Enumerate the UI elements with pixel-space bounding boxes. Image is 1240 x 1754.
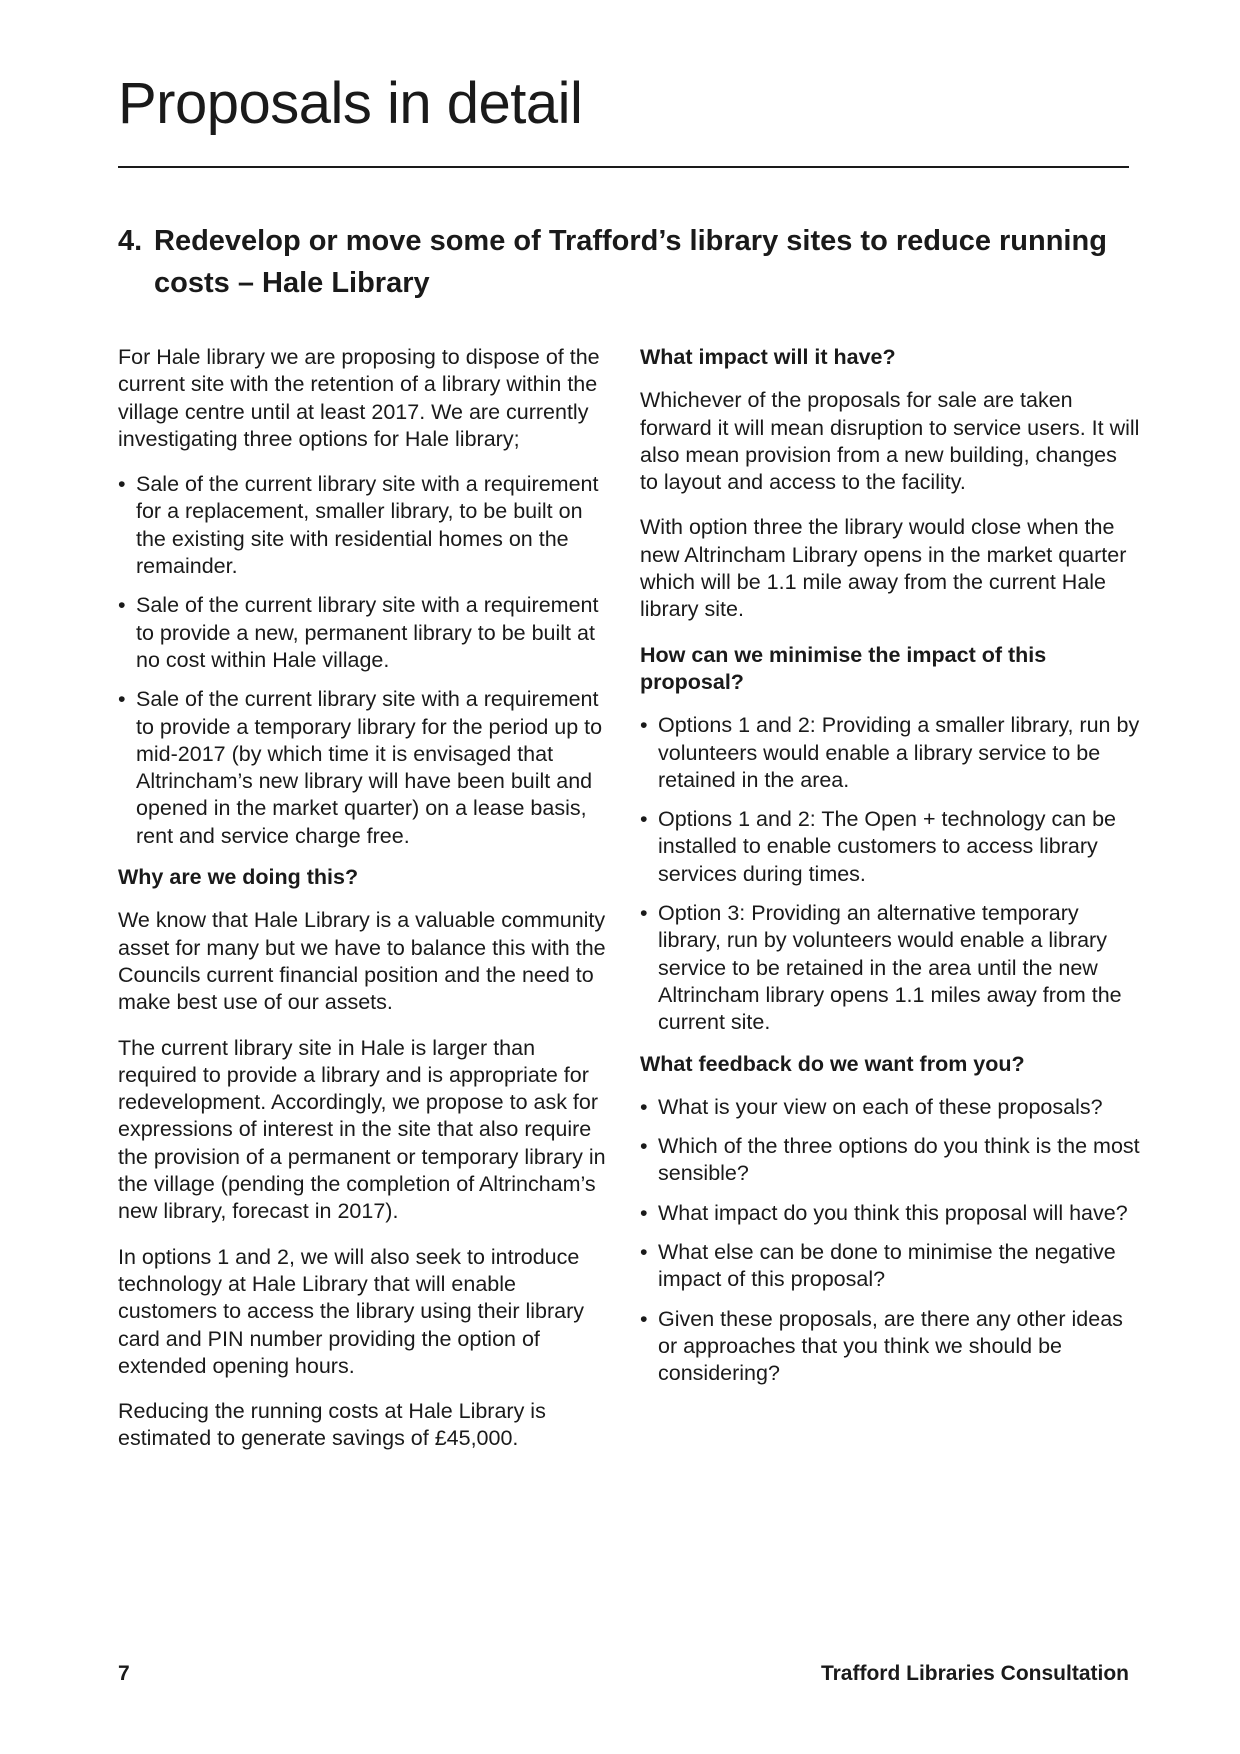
- bullet-icon: •: [640, 1094, 648, 1119]
- why-paragraph-1: We know that Hale Library is a valuable community asset for many but we have to balance this with the Councils current financial position and the need to make best use of our assets.: [118, 908, 606, 1015]
- left-column: [118, 344, 618, 1471]
- bullet-icon: •: [640, 901, 648, 926]
- bullet-icon: •: [640, 1240, 648, 1265]
- list-item-text: Given these proposals, are there any other ideas or approaches that you think we should be considering?: [658, 1306, 1123, 1386]
- feedback-list: [640, 1094, 1140, 1388]
- list-item-text: What impact do you think this proposal will have?: [658, 1200, 1128, 1225]
- list-item: [640, 712, 1140, 794]
- section-heading-text: Redevelop or move some of Trafford’s library sites to reduce running costs – Hale Library: [154, 225, 1107, 299]
- list-item-text: Which of the three options do you think is the most sensible?: [658, 1134, 1140, 1186]
- minimise-heading: How can we minimise the impact of this proposal?: [640, 642, 1047, 694]
- options-list: [118, 471, 618, 850]
- bullet-icon: •: [640, 713, 648, 738]
- impact-paragraph-1: Whichever of the proposals for sale are taken forward it will mean disruption to service users. It will also mean provision from a new building, changes to layout and access to the facility.: [640, 388, 1140, 495]
- list-item-text: What else can be done to minimise the negative impact of this proposal?: [658, 1240, 1116, 1292]
- bullet-icon: •: [118, 472, 126, 497]
- list-item: [640, 1239, 1140, 1294]
- list-item: [640, 1306, 1140, 1388]
- bullet-icon: •: [118, 687, 126, 712]
- right-column: [640, 344, 1140, 1402]
- why-paragraph-3: In options 1 and 2, we will also seek to introduce technology at Hale Library that will enable customers to access the library using their library card and PIN number providing the option of extended opening hours.: [118, 1244, 585, 1378]
- section-heading: [118, 220, 1118, 304]
- minimise-list: [640, 712, 1140, 1036]
- list-item-text: Option 3: Providing an alternative temporary library, run by volunteers would enable a library service to be retained in the area until the new Altrincham library opens 1.1 miles away from the current site.: [658, 901, 1122, 1035]
- list-item: [640, 1200, 1140, 1227]
- why-paragraph-2: The current library site in Hale is larger than required to provide a library and is appropriate for redevelopment. Accordingly, we propose to ask for expressions of interest in the site that also require the provision of a permanent or temporary library in the village (pending the completion of Altrincham’s new library, forecast in 2017).: [118, 1035, 606, 1224]
- list-item-text: Sale of the current library site with a requirement to provide a temporary library for the period up to mid-2017 (by which time it is envisaged that Altrincham’s new library will have been built and opened in the market quarter) on a lease basis, rent and service charge free.: [136, 687, 603, 848]
- bullet-icon: •: [640, 1306, 648, 1331]
- bullet-icon: •: [118, 593, 126, 618]
- impact-paragraph-2: With option three the library would close when the new Altrincham Library opens in the market quarter which will be 1.1 mile away from the current Hale library site.: [640, 515, 1127, 622]
- page-title: Proposals in detail: [118, 71, 583, 136]
- list-item-text: Options 1 and 2: Providing a smaller library, run by volunteers would enable a library service to be retained in the area.: [658, 713, 1140, 792]
- list-item: [640, 900, 1140, 1036]
- list-item-text: What is your view on each of these proposals?: [658, 1094, 1103, 1119]
- bullet-icon: •: [640, 1134, 648, 1159]
- list-item: [118, 592, 618, 674]
- why-heading: Why are we doing this?: [118, 865, 359, 890]
- list-item: [118, 471, 618, 580]
- feedback-heading: What feedback do we want from you?: [640, 1051, 1025, 1076]
- section-number: 4.: [118, 225, 143, 257]
- list-item: [118, 686, 618, 850]
- impact-heading: What impact will it have?: [640, 345, 896, 369]
- why-paragraph-4: Reducing the running costs at Hale Library is estimated to generate savings of £45,000.: [118, 1399, 546, 1451]
- list-item: [640, 1094, 1140, 1121]
- list-item-text: Sale of the current library site with a requirement to provide a new, permanent library to be built at no cost within Hale village.: [136, 593, 599, 672]
- list-item-text: Sale of the current library site with a requirement for a replacement, smaller library, to be built on the existing site with residential homes on the remainder.: [136, 472, 599, 579]
- list-item: [640, 806, 1140, 888]
- footer-document-title: Trafford Libraries Consultation: [820, 1662, 1129, 1685]
- bullet-icon: •: [640, 807, 648, 832]
- list-item: [640, 1133, 1140, 1188]
- footer-page-number: 7: [118, 1662, 130, 1685]
- bullet-icon: •: [640, 1200, 648, 1225]
- title-divider: [118, 166, 1129, 168]
- intro-paragraph: For Hale library we are proposing to dispose of the current site with the retention of a library within the village centre until at least 2017. We are currently investigating three options for Hale library;: [118, 345, 600, 451]
- list-item-text: Options 1 and 2: The Open + technology can be installed to enable customers to access library services during times.: [658, 807, 1116, 886]
